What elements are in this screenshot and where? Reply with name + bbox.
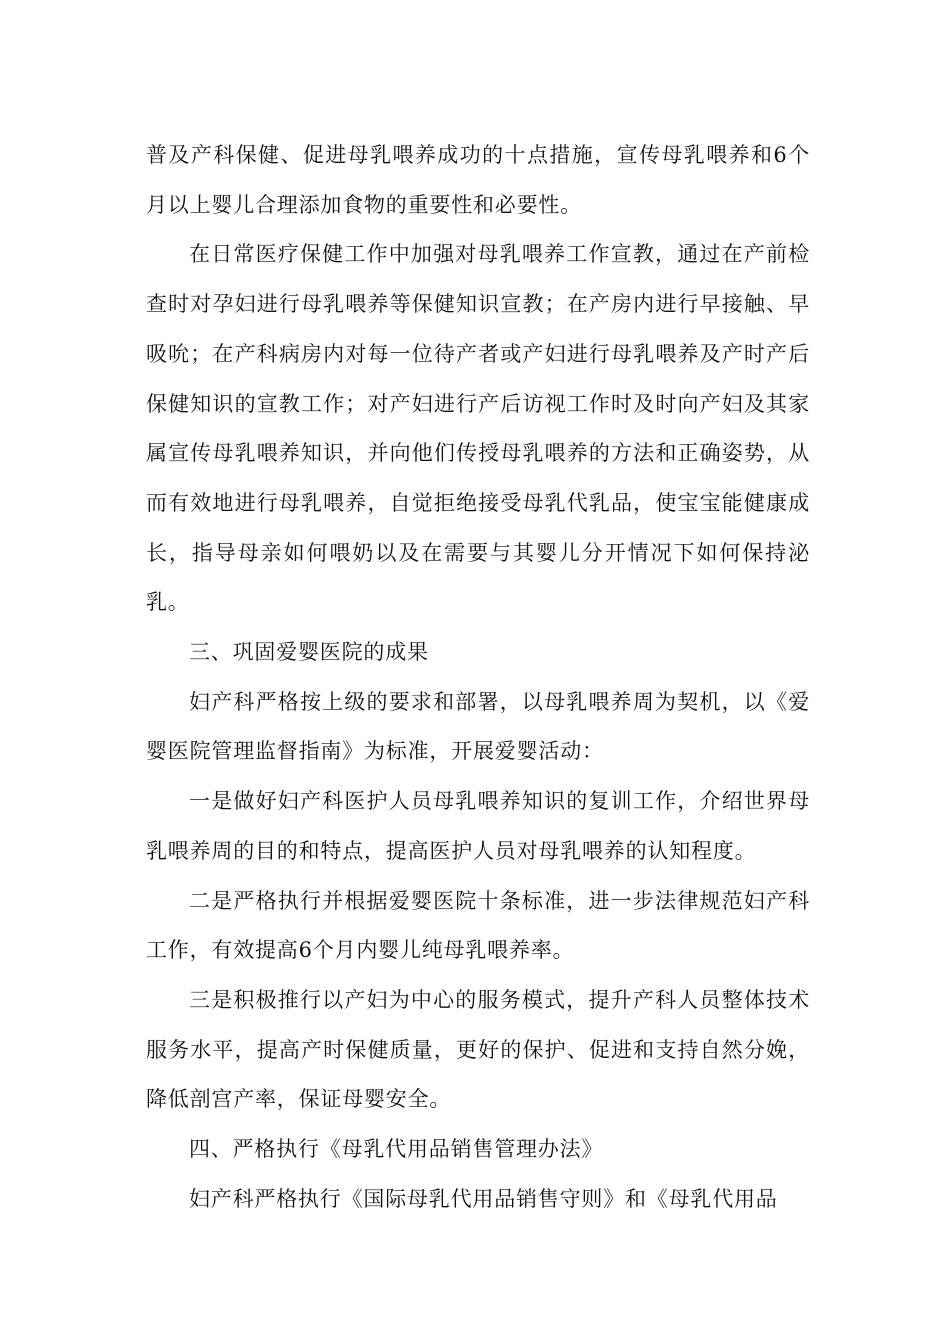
document-body bbox=[146, 131, 810, 1224]
paragraph: 在日常医疗保健工作中加强对母乳喂养工作宣教，通过在产前检查时对孕妇进行母乳喂养等保健知识宣教；在产房内进行早接触、早吸吮；在产科病房内对每一位待产者或产妇进行母乳喂养及产时产后保健知识的宣教工作；对产妇进行产后访视工作时及时向产妇及其家属宣传母乳喂养知识，并向他们传授母乳喂养的方法和正确姿势，从而有效地进行母乳喂养，自觉拒绝接受母乳代乳品，使宝宝能健康成长，指导母亲如何喂奶以及在需要与其婴儿分开情况下如何保持泌乳。 bbox=[146, 242, 810, 615]
paragraph: 三是积极推行以产妇为中心的服务模式，提升产科人员整体技术服务水平，提高产时保健质量，更好的保护、促进和支持自然分娩，降低剖宫产率，保证母婴安全。 bbox=[146, 987, 810, 1112]
paragraph: 一是做好妇产科医护人员母乳喂养知识的复训工作，介绍世界母乳喂养周的目的和特点，提高医护人员对母乳喂养的认知程度。 bbox=[146, 789, 810, 863]
paragraph: 妇产科严格执行《国际母乳代用品销售守则》和《母乳代用品 bbox=[189, 1186, 778, 1211]
section-heading: 三、巩固爱婴医院的成果 bbox=[189, 640, 429, 665]
paragraph: 普及产科保健、促进母乳喂养成功的十点措施，宣传母乳喂养和6个月以上婴儿合理添加食物的重要性和必要性。 bbox=[146, 143, 810, 217]
section-heading: 四、严格执行《母乳代用品销售管理办法》 bbox=[189, 1137, 604, 1162]
paragraph: 二是严格执行并根据爱婴医院十条标准，进一步法律规范妇产科工作，有效提高6个月内婴儿纯母乳喂养率。 bbox=[146, 888, 810, 963]
paragraph: 妇产科严格按上级的要求和部署，以母乳喂养周为契机，以《爱婴医院管理监督指南》为标准，开展爱婴活动： bbox=[146, 689, 810, 764]
